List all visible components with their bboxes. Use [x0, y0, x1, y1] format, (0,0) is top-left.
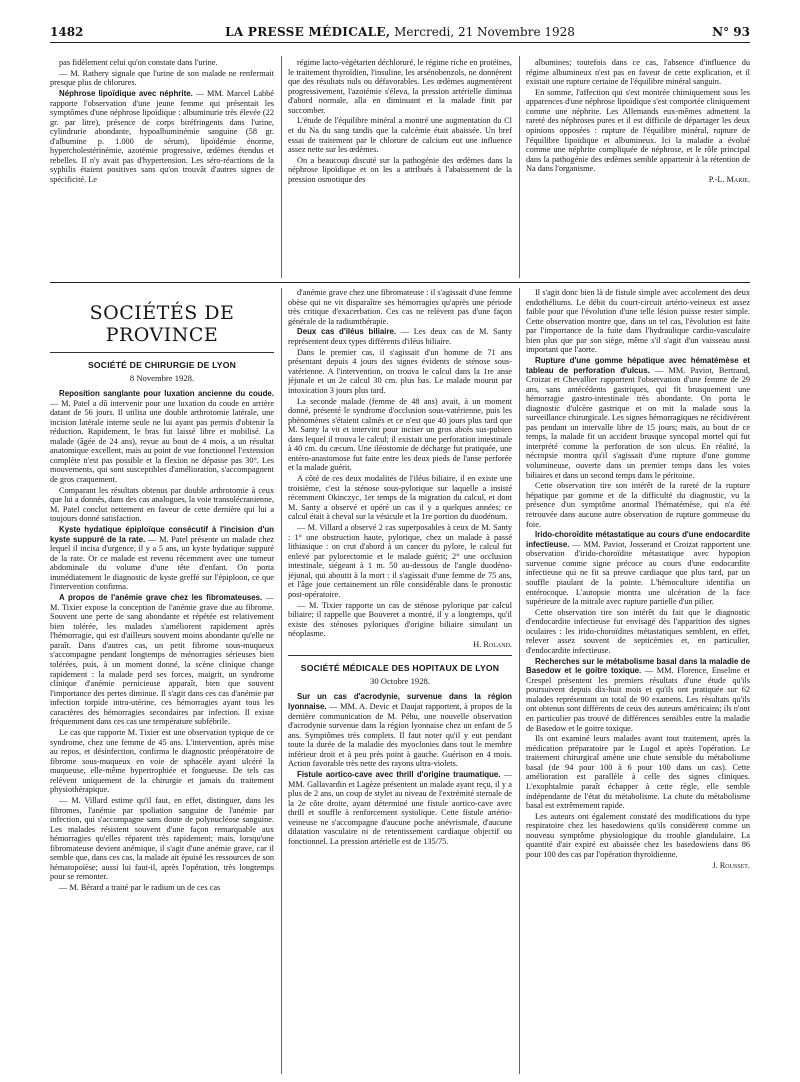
- paragraph-text: L'étude de l'équilibre minéral a montré une augmentation du Cl et du Na du sang tandis que la calcémie était abaissée. Un bref essai de traitement par le chlorure de calcium eut une influence assez nette sur les œdèmes.: [288, 116, 512, 155]
- paragraph-text: Dans le premier cas, il s'agissait d'un homme de 71 ans présentant depuis 4 jours des signes évidents de sténose sous-vatérienne. A l'intervention, on trouva le calcul dans la 1re anse jéjunale et un 2e calcul 30 cm. plus bas. Le malade mourut par intoxication 3 jours plus tard.: [288, 347, 512, 395]
- paragraph: [288, 474, 512, 522]
- paragraph: [526, 88, 750, 174]
- article-body: [50, 389, 274, 893]
- article-heading: Reposition sanglante pour luxation ancienne du coude.: [59, 389, 274, 399]
- paragraph: [50, 883, 274, 893]
- paragraph-text: — M. Patel présente un malade chez lequel il incisa d'urgence, il y a 5 ans, un kyste hydatique suppuré de la rate. Or ce malade est revenu récemment avec une tumeur abdominale du volume d'une tête d'enfant. On porta immédiatement le diagnostic de kyste greffé sur l'épiploon, ce que l'intervention confirma.: [50, 534, 274, 592]
- paragraph-text: d'anémie grave chez une fibromateuse : il s'agissait d'une femme obèse qui ne vit disparaître ses hémorragies qu'après une période très critique d'exacerbation. Ces cas ne relèvent pas d'une façon générale de la radiumthérapie.: [288, 288, 512, 326]
- article-heading: Kyste hydatique épiploïque consécutif à l'incision d'un kyste suppuré de la rate.: [50, 525, 274, 544]
- article-heading: A propos de l'anémie grave chez les fibromateuses.: [59, 593, 263, 603]
- paragraph: [288, 692, 512, 768]
- signature-text: H. Roland.: [473, 639, 512, 649]
- paragraph: [288, 770, 512, 846]
- page-header: [50, 24, 750, 43]
- paragraph-text: On a beaucoup discuté sur la pathogénie des œdèmes dans la néphrose lipoïdique et on les a attribués à l'abaissement de la pression osmotique des: [288, 155, 512, 184]
- issue-date: Mercredi, 21 Novembre 1928: [394, 25, 575, 39]
- society-heading: SOCIÉTÉ DE CHIRURGIE DE LYON: [87, 360, 237, 370]
- signature-text: P.-L. Marie.: [708, 174, 750, 184]
- paragraph: [288, 601, 512, 639]
- paragraph: [526, 530, 750, 606]
- paragraph-text: Cette observation tire son intérêt du fait que le diagnostic d'endocardite infectieuse fut envisagé dès l'apparition des signes oculaires : les irido-choroïdites métastatiques semblent, en effet, relever assez souvent de septicémies et, en particulier, d'endocardite infectieuse.: [526, 607, 750, 655]
- paragraph-text: régime lacto-végétarien déchloruré, le régime riche en protéines, le traitement thyroïdien, l'insuline, les arsénobenzols, ne donnèrent que des résultats nuls ou défavorables. Les œdèmes augmentèrent progressivement, l'azotémie s'éleva, la pression artérielle diminua d'abord normale, alla en diminuant et la malade finit par succomber.: [288, 58, 512, 115]
- paragraph: [526, 657, 750, 733]
- society-rule: [288, 655, 512, 656]
- paragraph: [50, 69, 274, 88]
- paragraph: [50, 728, 274, 795]
- column-divider: [281, 288, 282, 1074]
- paragraph-text: Cette observation tire son intérêt de la rareté de la rupture hépatique par gomme et de la difficulté du diagnostic, vu la présence d'un symptôme anormal l'hématémèse, qui n'a été retrouvée dans aucune autre observation de rupture gommeuse du foie.: [526, 481, 750, 529]
- article-heading: Sur un cas d'acrodynie, survenue dans la région lyonnaise.: [288, 692, 512, 711]
- paragraph: [526, 481, 750, 529]
- section-rule: [50, 282, 750, 283]
- session-date: 30 Octobre 1928.: [370, 675, 430, 686]
- paragraph-text: — Les deux cas de M. Santy représentent deux types différents d'iléus biliaire.: [288, 327, 512, 346]
- paragraph-text: Les auteurs ont également constaté des modifications du type respiratoire chez les basedowiens qu'ils considèrent comme un nouveau symptôme physiologique du trouble glandulaire. La quantité d'air expiré est abaissée chez les basedowiens dans 86 pour 100 des cas par l'opération thyroïdienne.: [526, 811, 750, 860]
- paragraph-text: — MM. Gallavardin et Lagèze présentent un malade ayant reçu, il y a plus de 2 ans, un coup de stylet au niveau de l'extrémité sternale de la 2e côte droite, ayant déterminé une fistule aortico-cave avec thrill et souffle à renforcement systolique. Cette fistule artério-veineuse ne s'accompagne d'aucune poche anévrismale, d'aucune dilatation vasculaire ni de retentissement cardiaque objectif ou fonctionnel. La pression artérielle est de 135/75.: [288, 770, 512, 846]
- article-body: [288, 692, 512, 846]
- paragraph-text: — MM. Paviot, Bertrand, Croizat et Chevallier rapportent l'observation d'une femme de 29 ans, sans antécédents gastriques, qui fit brusquement une hémorragie gastro-intestinale très abondante. On porta le diagnostic d'ulcère gastrique et on mit la malade sous la surveillance chirurgicale. Les signes hémorragiques ne récidivèrent pas pendant un intervalle libre de 15 jours; mais, au bout de ce temps, la malade fit un accident brusque syncopal mortel qui fut interprété comme la perforation de son ulcus. En réalité, la nécropsie montra qu'il s'agissait d'une rupture d'une gomme volumineuse, ouverte dans un premier temps dans les voies biliaires et dans un second temps dans le péritoine.: [526, 365, 750, 480]
- paragraph: [526, 356, 750, 480]
- paragraph: [50, 593, 274, 727]
- paragraph-text: — M. Rathery signale que l'urine de son malade ne renfermait presque plus de chlorures.: [50, 68, 274, 88]
- paragraph: [526, 812, 750, 860]
- article-heading: Rupture d'une gomme hépatique avec hématémèse et tableau de perforation d'ulcus.: [526, 356, 750, 375]
- paragraph: [526, 58, 750, 87]
- paragraph: [288, 327, 512, 346]
- bottom-column-3: [526, 288, 750, 1074]
- paragraph-text: — MM. Marcel Labbé rapporte l'observation d'une jeune femme qui présentait les symptômes d'une néphrose lipoïdique : albuminurie très élevée (22 gr. par litre), présence de corps biréfringents dans l'urine, cylindrurie abondante, hypoalbuminémie sanguine (58 gr. d'albumine p. 1.000 de sérum), lipoïdémie énorme, hypercholestérinémie, azotémie progressive, œdèmes étendus et rebelles. Il n'y avait pas d'hypertension. Les séro-réactions de la syphilis étaient positives sans qu'on trouvât d'autres signes de spécificité. Le: [50, 89, 274, 184]
- column-divider: [281, 56, 282, 278]
- paragraph-text: — M. Patel a dû intervenir pour une luxation du coude en arrière datant de 56 jours. Il utilisa une double arthrotomie latérale, une incision latérale interne seule ne lui ayant pas permis d'obtenir la réduction. Rapidement, le bras fut laissé libre et mobilisé. La malade (âgée de 24 ans), revue au bout de 4 mois, a un résultat anatomique excellent, mais au point de vue fonctionnel l'extension complète n'est pas possible et la flexion ne dépasse pas 30°. Les mouvements, qui sont susceptibles d'amélioration, s'accompagnent de gros craquement.: [50, 398, 274, 485]
- paragraph: [50, 525, 274, 592]
- top-column-1: [50, 58, 274, 276]
- signature-text: J. Rousset.: [712, 860, 750, 870]
- paragraph-text: La seconde malade (femme de 48 ans) avait, à un moment donné, présenté le syndrome d'occlusion sous-vatérienne, puis les phénomènes s'étaient calmés et ce n'est que 40 jours plus tard que M. Santy la vit et intervint pour inciser un gros abcès sus-pubien dans lequel il trouva le calcul; il existait une perforation intestinale à 40 cm. du cæcum. Une iléostomie de décharge fut pratiquée, une entéro-anastomose fut faite entre les deux pieds de l'anse perforée et la malade guérit.: [288, 396, 512, 473]
- paragraph: [50, 486, 274, 524]
- paragraph-text: — M. Tixier expose la conception de l'anémie grave due au fibrome. Souvent une perte de sang abondante et répétée est relativement bien tolérée, les malades s'améliorent rapidement après l'hémorragie, qui est d'ailleurs souvent moins abondante qu'elle ne paraît. Dans d'autres cas, un petit fibrome sous-muqueux s'accompagne pendant longtemps de ménorragies sérieuses bien tolérées, puis, à un moment donné, la scène clinique change rapidement : la malade perd ses forces, maigrit, un syndrome clinique d'anémie pernicieuse apparaît, bien que souvent l'importance des pertes diminue. Il s'agit dans ces cas d'anémie par infection torpide intra-utérine, ces hémorragies ayant tous les caractères des hémorragies secondaires par infection. Il existe fréquemment dans ces cas une température subfébrile.: [50, 593, 274, 727]
- bottom-column-2: [288, 288, 512, 1074]
- paragraph: [526, 288, 750, 355]
- top-column-2: [288, 58, 512, 276]
- paragraph: [288, 58, 512, 115]
- column-divider: [519, 288, 520, 1074]
- paragraph-text: Il s'agit donc bien là de fistule simple avec accolement des deux endothéliums. Le débit du court-circuit artério-veineux est assez faible pour que l'évolution d'une telle lésion puisse rester simple. Cette observation montre que, dans un tel cas, l'évolution est faite par l'importance de la fuite dans l'hydraulique cardio-vasculaire bien plus que par son siège, même s'il s'agit d'un vaisseau aussi important que l'aorte.: [526, 288, 750, 355]
- paragraph: [288, 156, 512, 185]
- paragraph: [288, 523, 512, 599]
- column-divider: [519, 56, 520, 278]
- paragraph: [50, 389, 274, 484]
- session-date: 8 Novembre 1928.: [129, 372, 195, 383]
- paragraph-text: — MM. A. Devic et Daujat rapportent, à propos de la dernière communication de M. Péhu, une nouvelle observation d'acrodynie survenue dans la région lyonnaise chez un enfant de 5 ans. Symptômes très complets. Il faut noter qu'il y eut pendant toute la durée de la maladie des myoclonies dans tout le membre inférieur droit et à peu près point à gauche. Guérison en 4 mois. Action favorable très nette des rayons ultra-violets.: [288, 702, 512, 769]
- title-rule: [50, 352, 274, 353]
- section-title: SOCIÉTÉS DE PROVINCE: [89, 302, 235, 346]
- issue-number: N° 93: [712, 25, 750, 39]
- paragraph-text: En somme, l'affection qui s'est montrée chimiquement sous les apparences d'une néphrose lipoïdique s'est comportée cliniquement comme une néphrite. Les Allemands eux-mêmes admettent la rareté des néphroses pures et il est difficile de départager les deux opinions opposées : rupture de l'équilibre minéral, rupture de l'équilibre lipoïdique et albumineux. Ici la maladie a évolué comme une néphrite compliquée de néphrose, et le rôle principal dans la pathogénie des œdèmes semble appartenir à la rétention de Na dans l'organisme.: [526, 87, 750, 174]
- paragraph: [288, 397, 512, 473]
- author-signature: [288, 640, 512, 650]
- bottom-column-1: [50, 288, 274, 1074]
- paragraph: [50, 796, 274, 882]
- paragraph: [288, 116, 512, 154]
- journal-title: LA PRESSE MÉDICALE,: [225, 25, 391, 39]
- article-heading: Néphrose lipoïdique avec néphrite.: [59, 89, 193, 99]
- paragraph-text: — MM. Florence, Enselme et Crespel présentent les premiers résultats d'une étude qu'ils poursuivent depuis dix-huit mois et qu'ils ont pratiquée sur 62 malades représentant un total de 90 examens. Les résultats qu'ils ont obtenus sont différents de ceux des auteurs américains; ils n'ont en particulier pas trouvé de différences sensibles entre la maladie de Basedow et le goitre toxique.: [526, 666, 750, 733]
- paragraph: [288, 348, 512, 396]
- paragraph-text: — M. Villard estime qu'il faut, en effet, distinguer, dans les fibromes, l'anémie par spoliation sanguine de l'anémie par infection, qui s'accompagne sans doute de polynucléose sanguine. Les malades résistent souvent d'une façon remarquable aux hémorragies qu'elles réparent très rapidement; mais, lorsqu'une fibromateuse devient anémique, il s'agit d'une anémie grave, car il semble que, dans ces cas, la malade ait épuisé les ressources de son hématopoïèse; aussi lui faut-il, après l'opération, très longtemps pour se remonter.: [50, 796, 274, 882]
- journal-masthead: [50, 24, 750, 40]
- paragraph: [526, 608, 750, 656]
- paragraph-text: A côté de ces deux modalités de l'iléus biliaire, il en existe une troisième, c'est la sténose sous-pylorique sur laquelle a insisté récemment Okinczyc, 1er temps de la migration du calcul, et dont M. Santy a observé et opéré un cas il y a quelques années; ce calcul était à cheval sur la vésicule et la 1re portion du duodénum.: [288, 474, 512, 522]
- page-number: 1482: [50, 25, 84, 39]
- paragraph-text: albumines; toutefois dans ce cas, l'absence d'influence du régime albumineux n'est pas en faveur de cette explication, et il existait une rupture certaine de l'équilibre minéral sanguin.: [526, 58, 750, 87]
- article-heading: Fistule aortico-cave avec thrill d'origine traumatique.: [297, 770, 501, 780]
- paragraph: [288, 288, 512, 326]
- society-heading: SOCIÉTÉ MÉDICALE DES HOPITAUX DE LYON: [300, 663, 500, 674]
- article-body: [288, 288, 512, 649]
- top-column-3: [526, 58, 750, 276]
- paragraph: [526, 734, 750, 810]
- article-heading: Recherches sur le métabolisme basal dans la maladie de Basedow et le goitre toxique.: [526, 656, 750, 676]
- author-signature: [526, 175, 750, 185]
- paragraph-text: — MM. Paviot, Josserand et Croizat rapportent une observation d'irido-choroïdite métastatique avec hypopion survenue comme signe précoce au cours d'une endocardite infectieuse qui ne fit sa preuve cardiaque que plus tard, par un souffle piaulant de la pointe. L'hémoculture identifia un entérocoque. L'autopsie montra une ulcération de la face supérieure de la mitrale avec rupture partielle d'un pilier.: [526, 539, 750, 607]
- paragraph-text: — M. Villard a observé 2 cas superposables à ceux de M. Santy : 1° une obstruction haute, pylorique, chez un malade à passé lithiasique : on crut d'abord à un cancer du pylore, le calcul fut enlevé par pylorectomie et le malade guérit; 2° une occlusion intestinale, siégeant à 1 m. 50 au-dessous de l'angle duodéno-jéjunal, qui aboutit à la mort : il s'agissait d'une femme de 75 ans, et l'âge joue certainement un rôle considérable dans le pronostic post-opératoire.: [288, 523, 512, 599]
- paragraph-text: pas fidèlement celui qu'on constate dans l'urine.: [59, 58, 218, 67]
- paragraph: [50, 58, 274, 68]
- paragraph-text: Le cas que rapporte M. Tixier est une observation typique de ce syndrome, chez une femme de 45 ans. L'intervention, après mise au repos, et désinfection, confirma le diagnostic préopératoire de fibrome sous-muqueux en voie de sphacèle ayant ulcéré la muqueuse, elle-même hypertrophiée et fongueuse. De tels cas relèvent uniquement de la chirurgie et jamais du traitement physiothérapique.: [50, 727, 274, 795]
- paragraph-text: Ils ont examiné leurs malades avant tout traitement, après la médication préparatoire par le Lugol et après l'opération. Le traitement chirurgical amène une chute sensible du métabolisme basal (de 94 pour 100 à 6 pour 100 dans un cas). Cette amélioration est parallèle à celle des signes cliniques. L'exophtalmie paraît échapper à cette règle, elle semble indépendante de l'état du métabolisme. La chute du métabolisme basal est extrêmement rapide.: [526, 734, 750, 811]
- article-heading: Deux cas d'iléus biliaire.: [297, 327, 397, 337]
- paragraph-text: — M. Tixier rapporte un cas de sténose pylorique par calcul biliaire; il rappelle que Bouveret a montré, il y a longtemps, qu'il existe des sténoses pyloriques d'origine biliaire simulant un néoplasme.: [288, 600, 512, 639]
- article-heading: Irido-choroïdite métastatique au cours d'une endocardite infectieuse.: [526, 530, 750, 549]
- author-signature: [526, 861, 750, 871]
- paragraph: [50, 89, 274, 184]
- paragraph-text: Comparant les résultats obtenus par double arthrotomie à ceux que lui a donnés, dans des cas analogues, la voie transolécranienne, M. Patel conclut nettement en faveur de cette dernière qui lui a toujours donné satisfaction.: [50, 485, 274, 524]
- paragraph-text: — M. Bérard a traité par le radium un de ces cas: [59, 883, 221, 893]
